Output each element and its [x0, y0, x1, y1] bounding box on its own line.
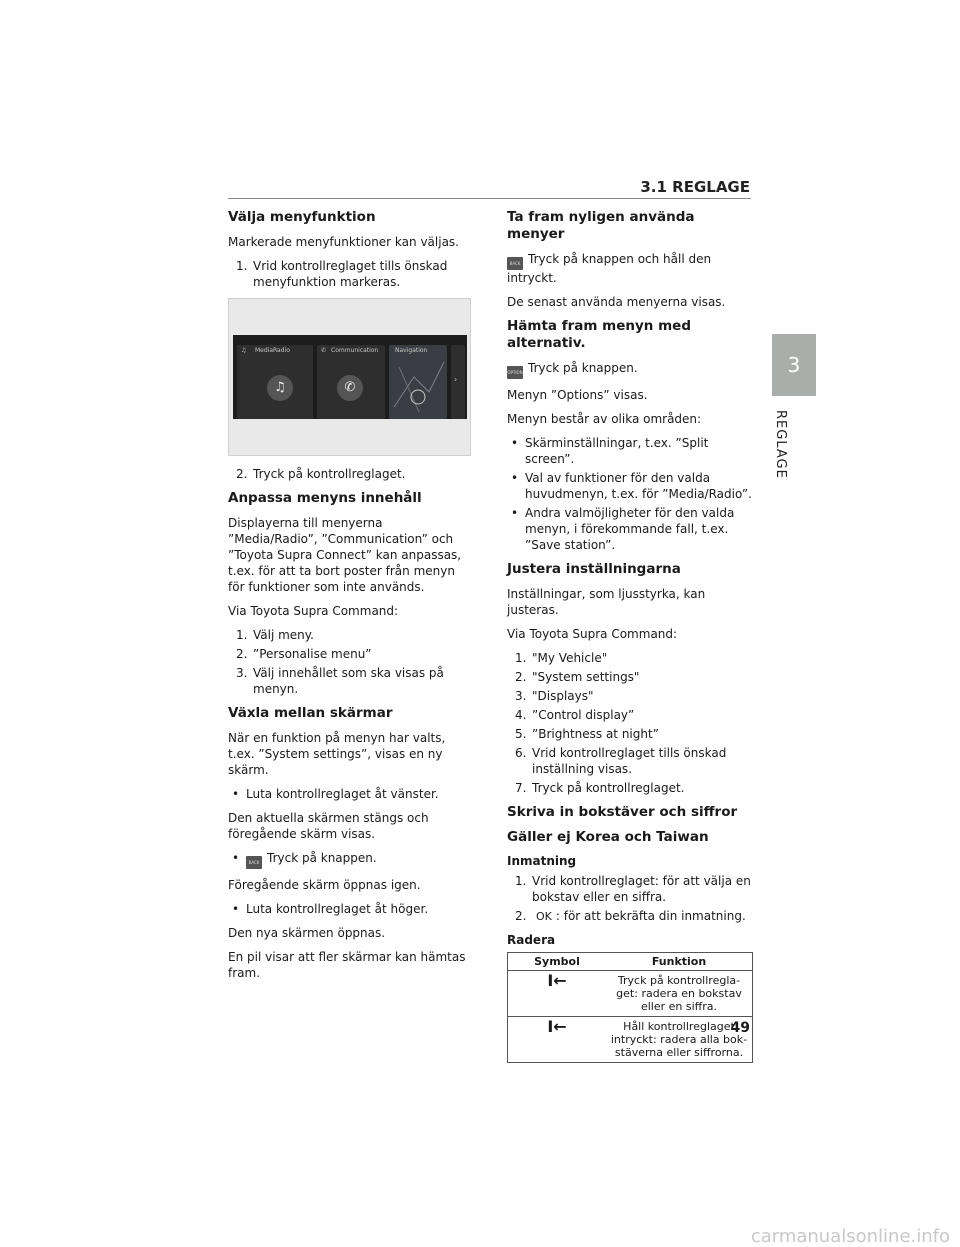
step-number: 2. [515, 670, 527, 684]
navigation-tile [389, 345, 447, 419]
paragraph-text: Tryck på knappen och håll den intryckt. [507, 252, 712, 285]
table-cell: Håll kontrollreglaget intryckt: radera alla bok-stäverna eller siffrorna. [606, 1017, 753, 1063]
paragraph: Föregående skärm öppnas igen. [228, 878, 421, 892]
step-text: Tryck på kontrollreglaget. [532, 781, 685, 795]
paragraph-text: Tryck på knappen. [528, 361, 638, 375]
step [507, 873, 753, 905]
table-cell: Tryck på kontrollregla-get: radera en bokstav eller en siffra. [606, 971, 753, 1017]
chapter-tab: 3 [772, 334, 816, 396]
step-number: 3. [515, 689, 527, 703]
section-heading: Hämta fram menyn med alternativ. [507, 318, 691, 351]
page-number: 49 [730, 1020, 750, 1036]
section-heading: Anpassa menyns innehåll [228, 490, 422, 506]
input-heading: Inmatning [507, 854, 577, 868]
step-number: 2. [236, 467, 248, 481]
chevron-right-icon: › [454, 375, 458, 384]
paragraph: Markerade menyfunktioner kan väljas. [228, 235, 459, 249]
music-note-icon: ♫ [267, 375, 293, 401]
step-text: Vrid kontrollreglaget tills önskad menyfunktion markeras. [253, 259, 448, 289]
step-text: : för att bekräfta din inmatning. [555, 909, 746, 923]
menu-screenshot [228, 298, 471, 456]
bullet-list [507, 435, 753, 553]
step-number: 1. [236, 628, 248, 642]
section-heading: Välja menyfunktion [228, 209, 376, 225]
phone-icon: ✆ [337, 375, 363, 401]
paragraph: Den aktuella skärmen stängs och föregående skärm visas. [228, 811, 429, 841]
media-radio-tile [237, 345, 313, 419]
paragraph: Displayerna till menyerna ”Media/Radio”, ”Communication” och ”Toyota Supra Connect” kan anpassas, t.ex. för att ta bort poster från menyn för funktioner som inte används. [228, 516, 462, 594]
bullet-text: Tryck på knappen. [267, 851, 377, 865]
delete-char-icon: I← [508, 971, 607, 1017]
tile-label: Navigation [395, 347, 428, 354]
table-header-symbol: Symbol [508, 953, 607, 971]
paragraph: Inställningar, som ljusstyrka, kan justeras. [507, 587, 706, 617]
paragraph: Via Toyota Supra Command: [507, 627, 678, 641]
step-list [507, 873, 753, 925]
bullet-list [228, 850, 472, 869]
step-number: 2. [236, 647, 248, 661]
bullet-item: • Luta kontrollreglaget åt höger. [228, 901, 472, 917]
display-screen [233, 335, 467, 419]
step-number: 2. [515, 909, 527, 923]
bullet-item: • Andra valmöjligheter för den valda menyn, i förekommande fall, t.ex. ”Save station”. [507, 505, 753, 553]
communication-tile [317, 345, 385, 419]
step [507, 726, 753, 742]
chapter-label: REGLAGE [773, 410, 788, 479]
step [228, 665, 472, 697]
delete-heading: Radera [507, 933, 556, 947]
step-list [507, 650, 753, 796]
left-column [228, 209, 472, 989]
step-list [228, 627, 472, 697]
step [228, 627, 472, 643]
back-button-icon: BACK [246, 856, 262, 869]
section-heading: Skriva in bokstäver och siffror [507, 804, 738, 820]
map-icon [389, 357, 447, 417]
step-text: "System settings" [532, 670, 640, 684]
step [507, 908, 753, 925]
table-row [508, 971, 753, 1017]
section-heading: Justera inställningarna [507, 561, 681, 577]
step [507, 688, 753, 704]
back-button-icon: BACK [507, 257, 523, 270]
step-text: "Displays" [532, 689, 594, 703]
step-number: 1. [515, 874, 527, 888]
step [507, 745, 753, 777]
step-number: 4. [515, 708, 527, 722]
step-number: 6. [515, 746, 527, 760]
bullet-item: • Skärminställningar, t.ex. ”Split screen”. [507, 435, 753, 467]
phone-icon: ✆ [321, 347, 327, 354]
paragraph [507, 360, 753, 379]
step [228, 466, 472, 482]
section-heading: Ta fram nyligen använda menyer [507, 209, 695, 242]
step-number: 3. [236, 666, 248, 680]
step-text: ”Brightness at night” [532, 727, 659, 741]
paragraph: En pil visar att fler skärmar kan hämtas fram. [228, 950, 466, 980]
step-list [228, 466, 472, 482]
step-text: ”Personalise menu” [253, 647, 372, 661]
paragraph: Menyn består av olika områden: [507, 412, 702, 426]
paragraph: De senast använda menyerna visas. [507, 295, 726, 309]
step [507, 669, 753, 685]
paragraph: När en funktion på menyn har valts, t.ex. ”System settings”, visas en ny skärm. [228, 731, 446, 777]
bullet-list [228, 901, 472, 917]
watermark: carmanualsonline.info [750, 1226, 950, 1247]
right-column [507, 209, 753, 1063]
step [228, 258, 472, 290]
step-text: "My Vehicle" [532, 651, 608, 665]
option-button-icon: OPTION [507, 366, 523, 379]
bullet-item [228, 850, 472, 869]
music-note-icon: ♫ [241, 347, 247, 354]
step-number: 1. [236, 259, 248, 273]
paragraph: Menyn ”Options” visas. [507, 388, 648, 402]
chapter-header: 3.1 REGLAGE [640, 178, 750, 196]
bullet-list [228, 786, 472, 802]
section-subheading: Gäller ej Korea och Taiwan [507, 829, 709, 845]
paragraph: Via Toyota Supra Command: [228, 604, 399, 618]
paragraph [507, 251, 753, 286]
ok-icon: OK [536, 910, 552, 923]
step-number: 1. [515, 651, 527, 665]
step-text: Tryck på kontrollreglaget. [253, 467, 406, 481]
bullet-item: • Luta kontrollreglaget åt vänster. [228, 786, 472, 802]
step [507, 707, 753, 723]
bullet-item: • Val av funktioner för den valda huvudmenyn, t.ex. för ”Media/Radio”. [507, 470, 753, 502]
step-list [228, 258, 472, 290]
step-text: Vrid kontrollreglaget tills önskad inställning visas. [532, 746, 727, 776]
tile-label: MediaRadio [255, 347, 290, 354]
header-rule [228, 198, 751, 199]
step-number: 5. [515, 727, 527, 741]
step-text: Välj innehållet som ska visas på menyn. [253, 666, 444, 696]
table-header-row [508, 953, 753, 971]
step-number: 7. [515, 781, 527, 795]
delete-table [507, 952, 753, 1063]
step-text: Vrid kontrollreglaget: för att välja en bokstav eller en siffra. [532, 874, 751, 904]
step-text: Välj meny. [253, 628, 314, 642]
delete-all-icon: I← [508, 1017, 607, 1063]
tile-label: Communication [331, 347, 379, 354]
step [507, 780, 753, 796]
step [507, 650, 753, 666]
step-text: ”Control display” [532, 708, 635, 722]
next-screen-arrow [451, 345, 465, 419]
step [228, 646, 472, 662]
section-heading: Växla mellan skärmar [228, 705, 393, 721]
table-header-function: Funktion [606, 953, 753, 971]
paragraph: Den nya skärmen öppnas. [228, 926, 386, 940]
